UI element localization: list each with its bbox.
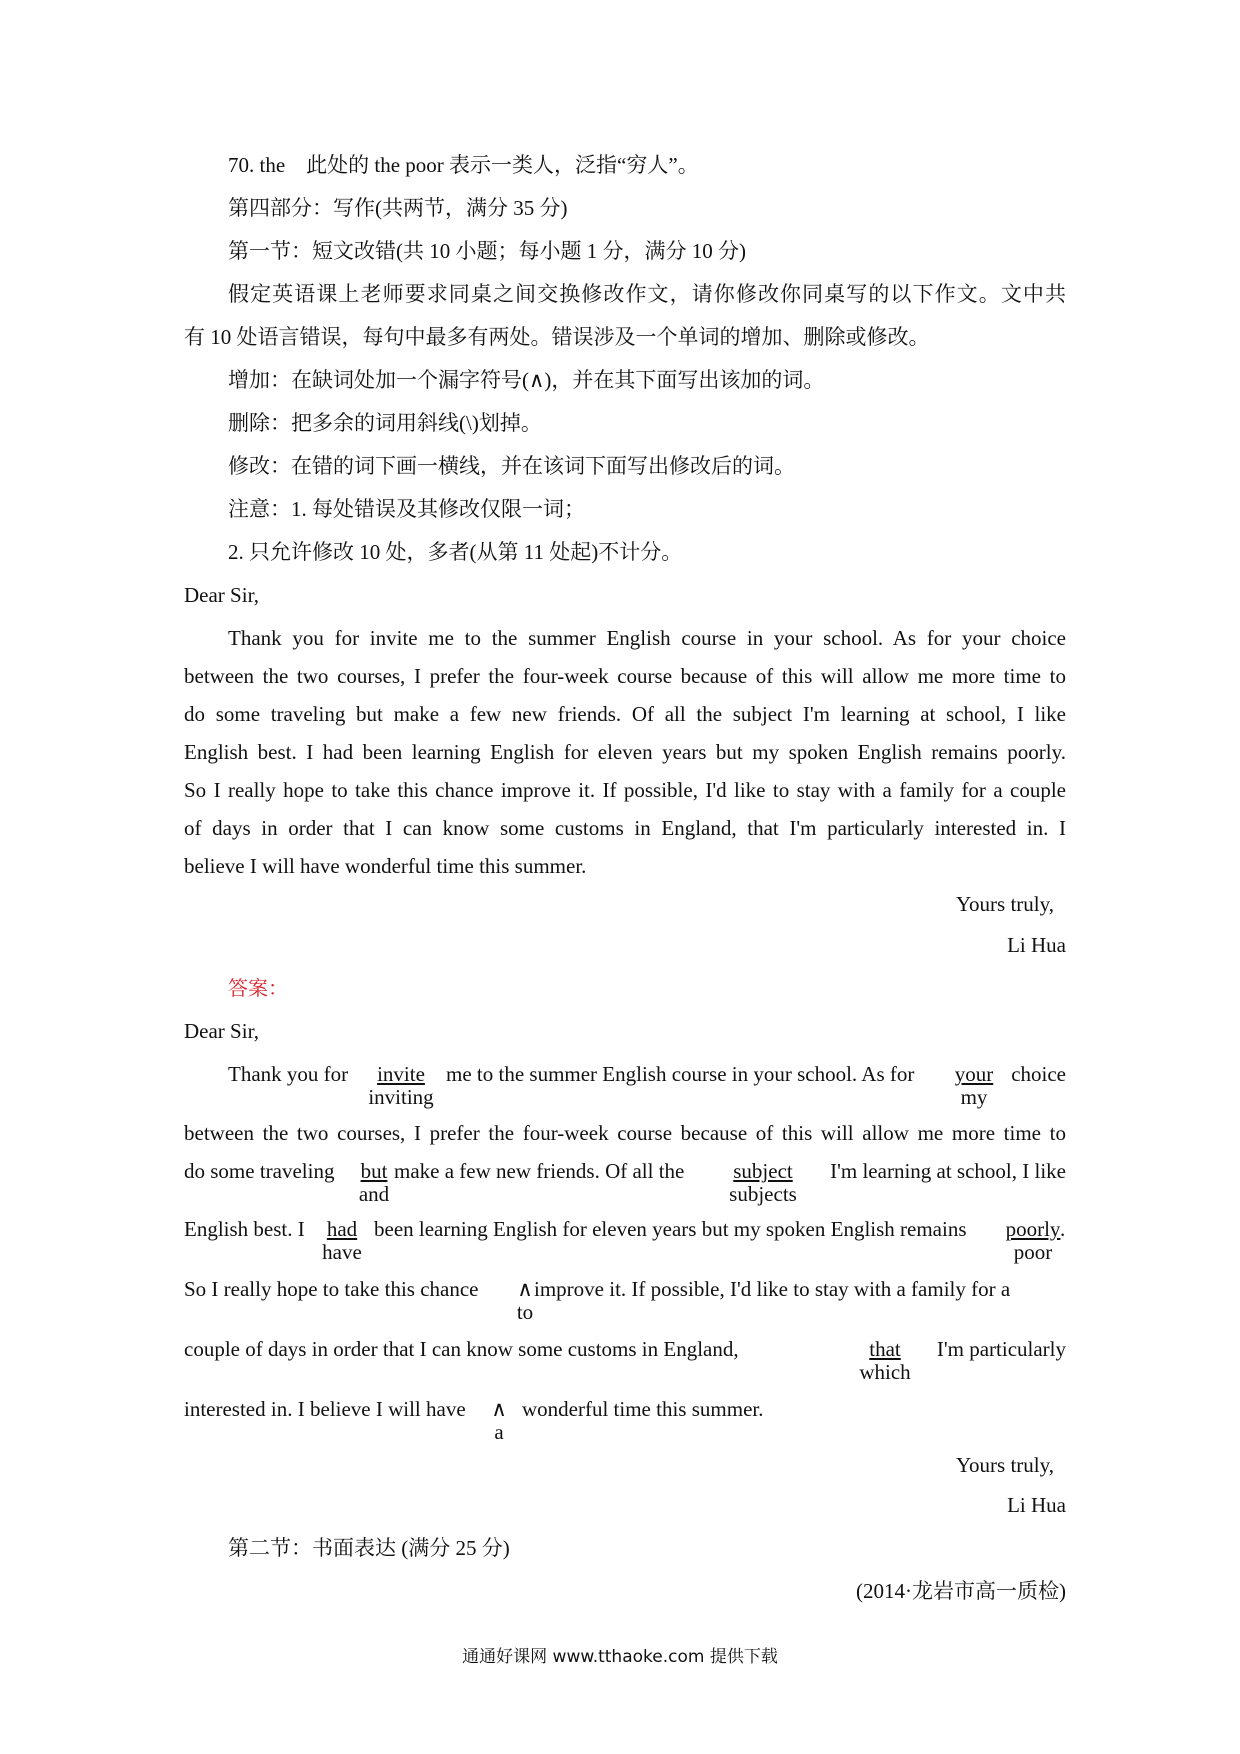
answer-text: me to the summer English course in your school. As for <box>446 1062 915 1086</box>
corrected-word: have <box>322 1240 362 1264</box>
answer-greeting: Dear Sir, <box>184 1019 259 1043</box>
answer-text: choice <box>1011 1062 1066 1086</box>
answer-text: do some traveling <box>184 1159 335 1183</box>
correction-mark <box>318 1216 366 1262</box>
section1-heading: 第一节：短文改错(共 10 小题；每小题 1 分，满分 10 分) <box>228 239 746 263</box>
q70-explanation: 70. the 此处的 the poor 表示一类人，泛指“穷人”。 <box>228 153 699 177</box>
corrected-word: which <box>859 1360 911 1384</box>
passage-line: Thank you for invite me to the summer English course in your school. As for your choice <box>228 626 1066 650</box>
answer-text: . <box>1060 1217 1066 1241</box>
insertion-mark <box>486 1396 512 1442</box>
error-word: had <box>326 1217 358 1241</box>
answer-label: 答案： <box>228 976 288 1000</box>
answer-text: couple of days in order that I can know some customs in England, <box>184 1337 739 1361</box>
corrected-word: and <box>358 1182 390 1206</box>
answer-signature: Li Hua <box>1007 1493 1066 1517</box>
answer-text: I'm learning at school, I like <box>830 1159 1066 1183</box>
corrected-word: inviting <box>368 1085 434 1109</box>
answer-row <box>184 1396 1066 1446</box>
correction-mark <box>1002 1216 1064 1262</box>
instructions-note1: 注意：1. 每处错误及其修改仅限一词； <box>228 497 585 521</box>
page-footer: 通通好课网 www.tthaoke.com 提供下载 <box>462 1647 778 1667</box>
section2-source: (2014·龙岩市高一质检) <box>856 1579 1066 1603</box>
correction-mark <box>848 1336 922 1382</box>
section2-heading: 第二节：书面表达 (满分 25 分) <box>228 1536 510 1560</box>
correction-mark <box>352 1158 396 1204</box>
correction-mark <box>718 1158 808 1204</box>
answer-text: improve it. If possible, I'd like to stay with a family for a <box>534 1277 1011 1301</box>
caret-icon: ∧ <box>517 1277 533 1301</box>
answer-text: I'm particularly <box>936 1337 1066 1361</box>
passage-signature: Li Hua <box>1007 933 1066 957</box>
inserted-word: a <box>494 1420 504 1444</box>
passage-line: believe I will have wonderful time this summer. <box>184 854 587 878</box>
instructions-add: 增加：在缺词处加一个漏字符号(∧)，并在其下面写出该加的词。 <box>228 368 825 392</box>
error-word: subject <box>733 1159 793 1183</box>
passage-line: of days in order that I can know some customs in England, that I'm particularly interested in. I <box>184 816 1066 840</box>
answer-row <box>184 1158 1066 1208</box>
error-word: poorly <box>1005 1217 1061 1241</box>
error-word: invite <box>377 1062 425 1086</box>
answer-row <box>184 1061 1066 1111</box>
correction-mark <box>364 1061 438 1107</box>
part4-heading: 第四部分：写作(共两节，满分 35 分) <box>228 196 568 220</box>
passage-line: do some traveling but make a few new friends. Of all the subject I'm learning at school, I like <box>184 702 1066 726</box>
corrected-word: my <box>960 1085 988 1109</box>
correction-mark <box>946 1061 1002 1107</box>
instructions-intro-line1: 假定英语课上老师要求同桌之间交换修改作文，请你修改你同桌写的以下作文。文中共 <box>228 282 1066 306</box>
instructions-modify: 修改：在错的词下画一横线，并在该词下面写出修改后的词。 <box>228 454 795 478</box>
answer-text: Thank you for <box>228 1062 349 1086</box>
corrected-word: subjects <box>729 1182 797 1206</box>
instructions-intro-line2: 有 10 处语言错误，每句中最多有两处。错误涉及一个单词的增加、删除或修改。 <box>184 325 930 349</box>
answer-text: wonderful time this summer. <box>522 1397 764 1421</box>
inserted-word: to <box>516 1300 534 1324</box>
answer-text: make a few new friends. Of all the <box>394 1159 685 1183</box>
instructions-delete: 删除：把多余的词用斜线(\)划掉。 <box>228 411 542 435</box>
passage-line: So I really hope to take this chance improve it. If possible, I'd like to stay with a family for a couple <box>184 778 1066 802</box>
answer-row <box>184 1276 1066 1326</box>
caret-icon: ∧ <box>491 1397 507 1421</box>
passage-closing: Yours truly, <box>955 892 1054 916</box>
passage-line: English best. I had been learning English for eleven years but my spoken English remains poorly. <box>184 740 1066 764</box>
answer-row <box>184 1336 1066 1386</box>
corrected-word: poor <box>1013 1240 1053 1264</box>
answer-text: interested in. I believe I will have <box>184 1397 466 1421</box>
answer-line: between the two courses, I prefer the four-week course because of this will allow me more time to <box>184 1121 1066 1145</box>
passage-line: between the two courses, I prefer the four-week course because of this will allow me more time to <box>184 664 1066 688</box>
error-word: that <box>869 1337 901 1361</box>
passage-greeting: Dear Sir, <box>184 583 259 607</box>
answer-closing: Yours truly, <box>955 1453 1054 1477</box>
answer-text: English best. I <box>184 1217 305 1241</box>
error-word: but <box>360 1159 388 1183</box>
error-word: your <box>954 1062 994 1086</box>
answer-text: been learning English for eleven years but my spoken English remains <box>374 1217 967 1241</box>
answer-row <box>184 1216 1066 1266</box>
instructions-note2: 2. 只允许修改 10 处，多者(从第 11 处起)不计分。 <box>228 540 683 564</box>
answer-text: So I really hope to take this chance <box>184 1277 479 1301</box>
